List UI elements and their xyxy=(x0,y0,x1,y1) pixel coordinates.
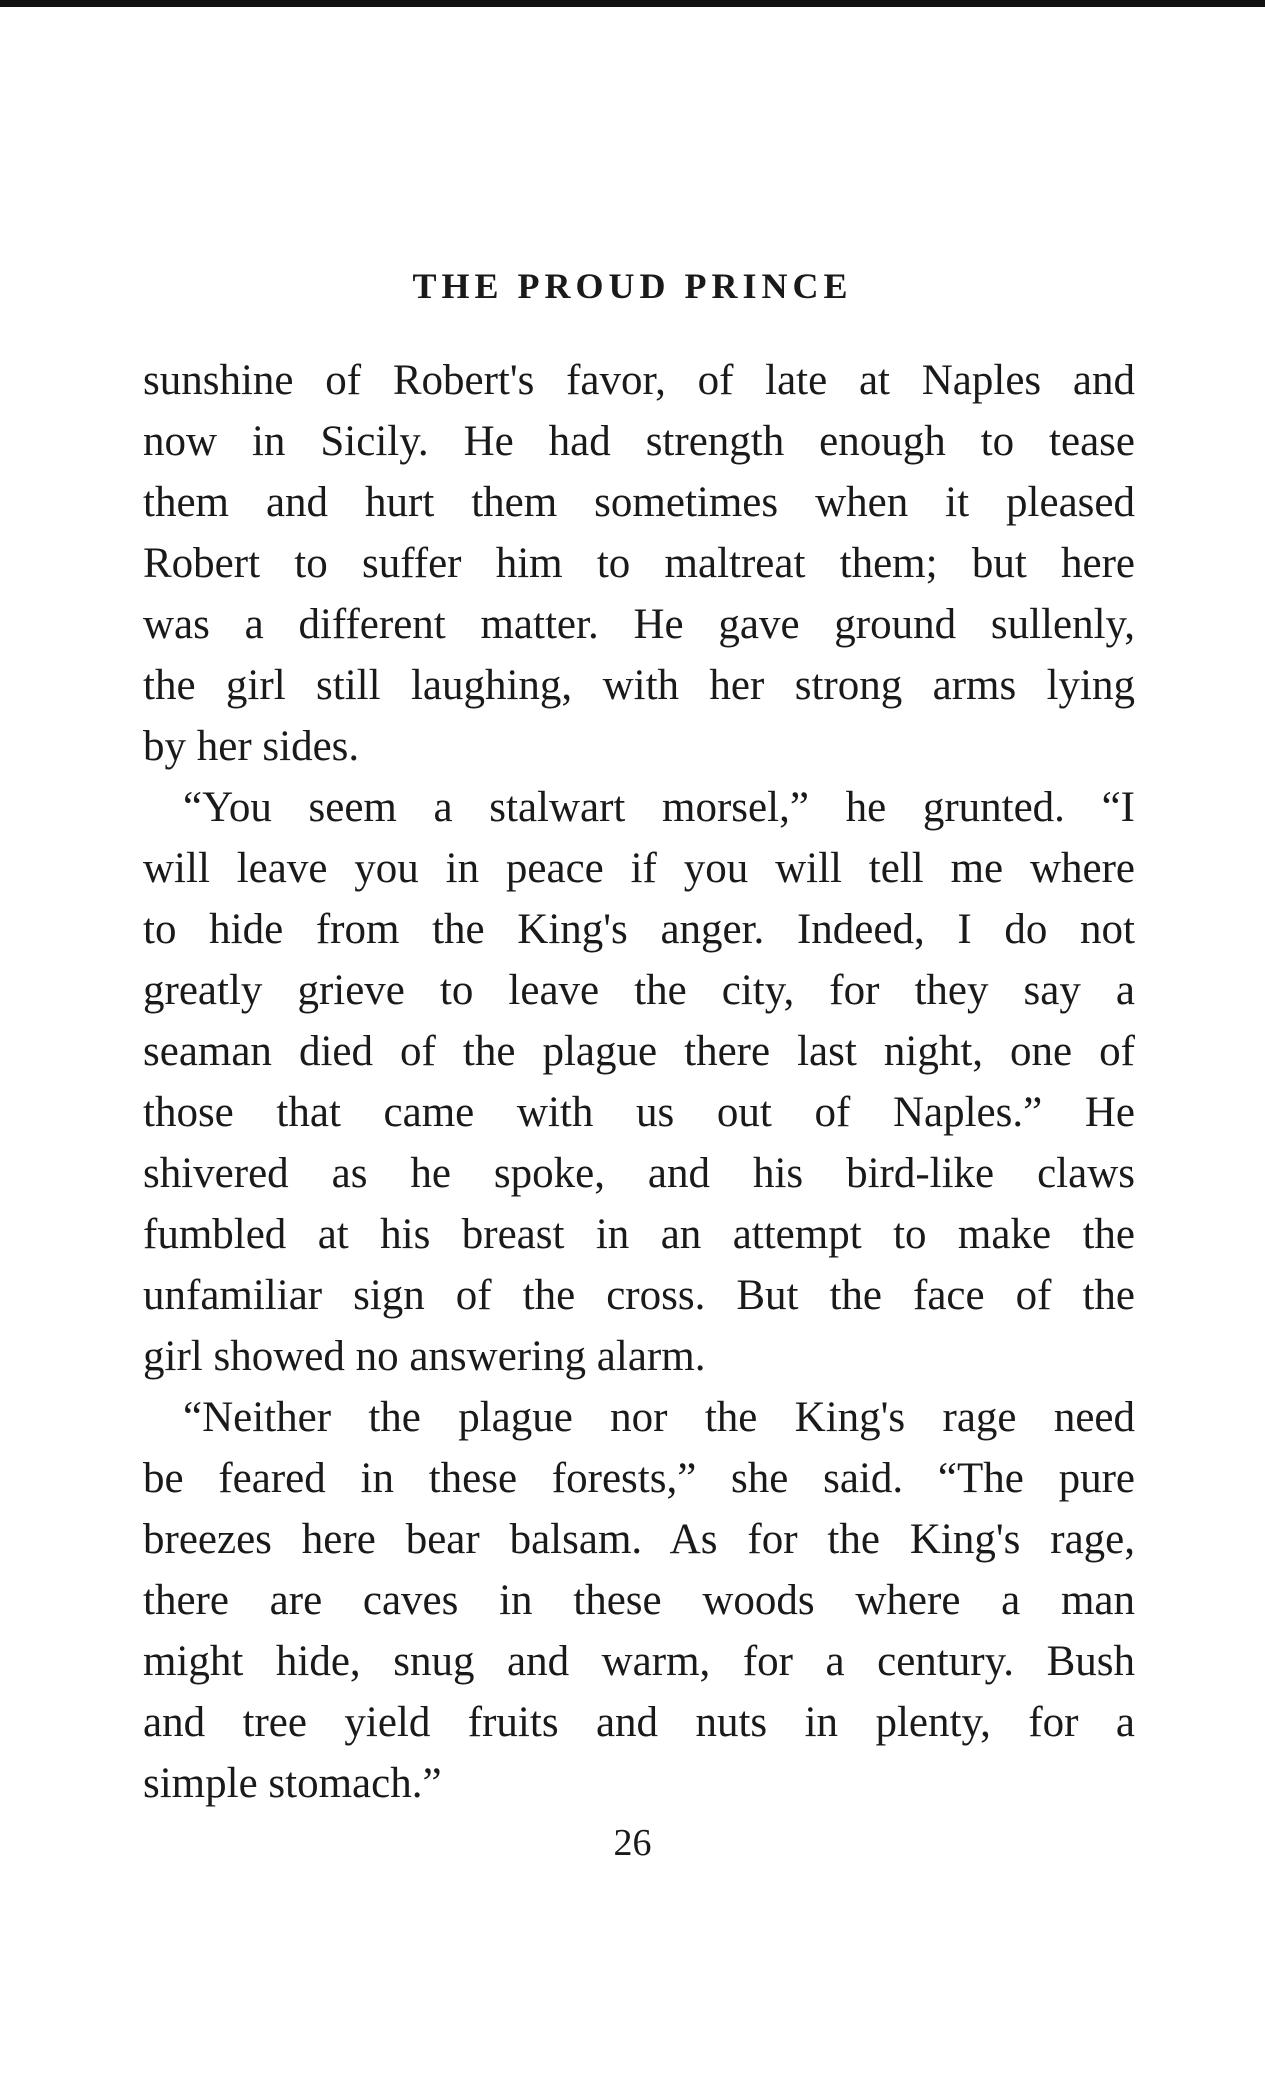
text-line: greatly grieve to leave the city, for they say a xyxy=(143,967,1135,1014)
text-line: was a different matter. He gave ground sullenly, xyxy=(143,601,1135,648)
top-border-rule xyxy=(0,0,1265,7)
text-line: girl showed no answering alarm. xyxy=(143,1333,706,1380)
text-line: sunshine of Robert's favor, of late at Naples and xyxy=(143,357,1135,404)
text-line: by her sides. xyxy=(143,723,360,770)
text-line: will leave you in peace if you will tell me where xyxy=(143,845,1135,892)
text-line: them and hurt them sometimes when it pleased xyxy=(143,479,1135,526)
text-line: unfamiliar sign of the cross. But the face of the xyxy=(143,1272,1135,1319)
body-text xyxy=(143,350,1135,1814)
text-line: those that came with us out of Naples.” He xyxy=(143,1089,1135,1136)
text-line: there are caves in these woods where a man xyxy=(143,1577,1135,1624)
text-line: be feared in these forests,” she said. “The pure xyxy=(143,1455,1135,1502)
text-line: now in Sicily. He had strength enough to tease xyxy=(143,418,1135,465)
text-line: “You seem a stalwart morsel,” he grunted. “I xyxy=(183,784,1135,831)
running-head: THE PROUD PRINCE xyxy=(412,266,853,306)
text-line: shivered as he spoke, and his bird-like claws xyxy=(143,1150,1135,1197)
text-line: Robert to suffer him to maltreat them; but here xyxy=(143,540,1135,587)
text-line: to hide from the King's anger. Indeed, I do not xyxy=(143,906,1135,953)
text-line: the girl still laughing, with her strong arms lying xyxy=(143,662,1135,709)
text-line: and tree yield fruits and nuts in plenty, for a xyxy=(143,1699,1135,1746)
text-line: “Neither the plague nor the King's rage need xyxy=(183,1394,1135,1441)
page-number: 26 xyxy=(613,1822,652,1864)
text-line: simple stomach.” xyxy=(143,1760,442,1807)
text-line: seaman died of the plague there last night, one of xyxy=(143,1028,1135,1075)
text-line: fumbled at his breast in an attempt to make the xyxy=(143,1211,1135,1258)
text-line: breezes here bear balsam. As for the King's rage, xyxy=(143,1516,1135,1563)
text-line: might hide, snug and warm, for a century. Bush xyxy=(143,1638,1135,1685)
